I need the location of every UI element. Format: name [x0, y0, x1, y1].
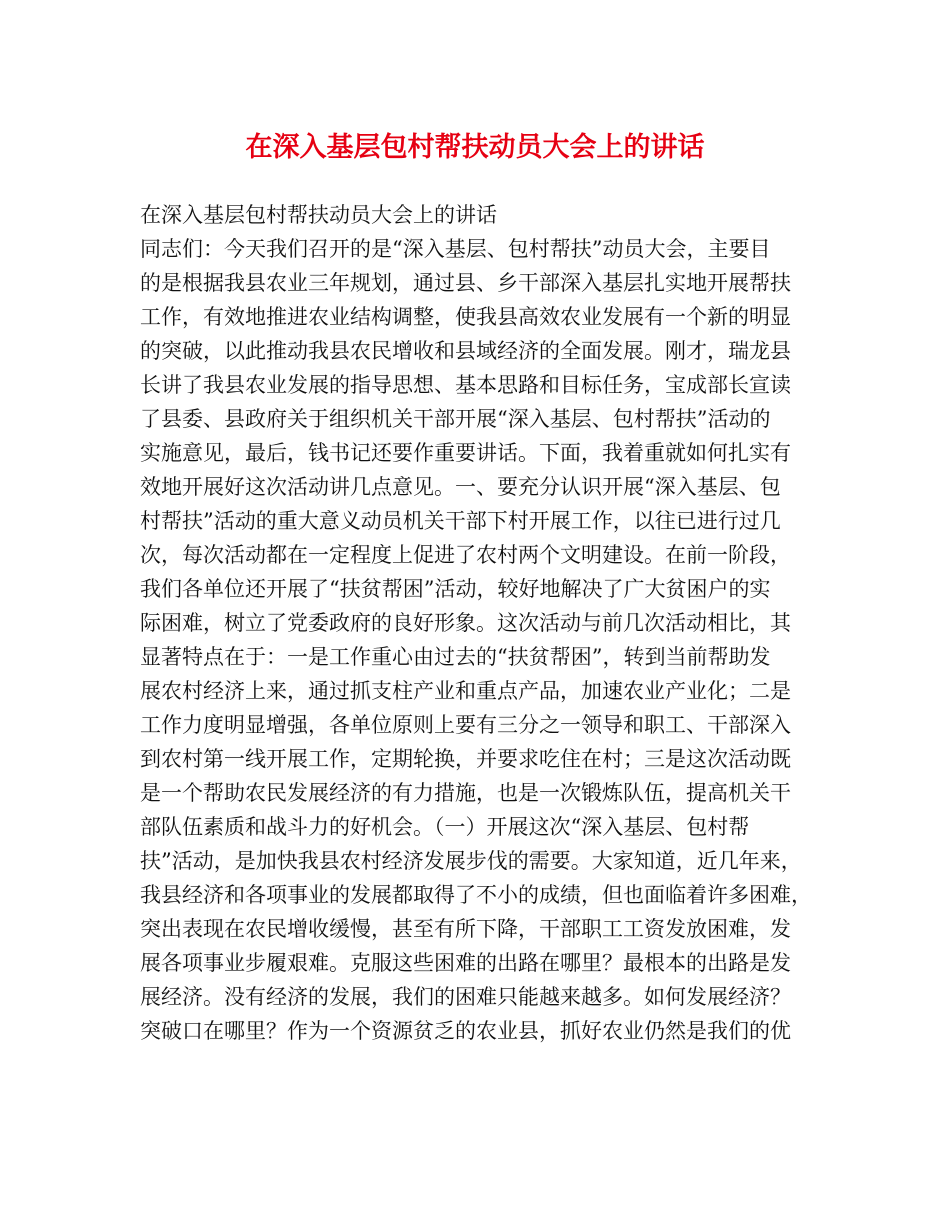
- text-line: 突破口在哪里？作为一个资源贫乏的农业县，抓好农业仍然是我们的优: [140, 1019, 791, 1043]
- text-line: 长讲了我县农业发展的指导思想、基本思路和目标任务，宝成部长宣读: [140, 373, 791, 397]
- text-line: 工作，有效地推进农业结构调整，使我县高效农业发展有一个新的明显: [140, 305, 791, 329]
- text-line: 工作力度明显增强，各单位原则上要有三分之一领导和职工、干部深入: [140, 713, 791, 737]
- text-line: 的是根据我县农业三年规划，通过县、乡干部深入基层扎实地开展帮扶: [140, 271, 791, 295]
- text-line: 到农村第一线开展工作，定期轮换，并要求吃住在村；三是这次活动既: [140, 747, 791, 771]
- text-line: 我们各单位还开展了“扶贫帮困”活动，较好地解决了广大贫困户的实: [140, 577, 771, 601]
- document-body: [140, 198, 830, 1048]
- text-line: 我县经济和各项事业的发展都取得了不小的成绩，但也面临着许多困难，: [140, 883, 812, 907]
- text-line: 际困难，树立了党委政府的良好形象。这次活动与前几次活动相比，其: [140, 611, 791, 635]
- text-line: 在深入基层包村帮扶动员大会上的讲话: [140, 203, 497, 227]
- text-line: 的突破，以此推动我县农民增收和县域经济的全面发展。刚才，瑞龙县: [140, 339, 791, 363]
- text-line: 次，每次活动都在一定程度上促进了农村两个文明建设。在前一阶段，: [140, 543, 791, 567]
- text-line: 效地开展好这次活动讲几点意见。一、要充分认识开展“深入基层、包: [140, 475, 781, 499]
- document-title: 在深入基层包村帮扶动员大会上的讲话: [245, 132, 705, 163]
- text-line: 展各项事业步履艰难。克服这些困难的出路在哪里？最根本的出路是发: [140, 951, 791, 975]
- text-line: 展经济。没有经济的发展，我们的困难只能越来越多。如何发展经济？: [140, 985, 791, 1009]
- text-line: 扶”活动，是加快我县农村经济发展步伐的需要。大家知道，近几年来，: [140, 849, 802, 873]
- text-line: 村帮扶”活动的重大意义动员机关干部下村开展工作，以往已进行过几: [140, 509, 781, 533]
- text-line: 实施意见，最后，钱书记还要作重要讲话。下面，我着重就如何扎实有: [140, 441, 791, 465]
- text-line: 突出表现在农民增收缓慢，甚至有所下降，干部职工工资发放困难，发: [140, 917, 791, 941]
- text-line: 显著特点在于：一是工作重心由过去的“扶贫帮困”，转到当前帮助发: [140, 645, 771, 669]
- text-line: 展农村经济上来，通过抓支柱产业和重点产品，加速农业产业化；二是: [140, 679, 791, 703]
- text-line: 了县委、县政府关于组织机关干部开展“深入基层、包村帮扶”活动的: [140, 407, 771, 431]
- text-line: 同志们：今天我们召开的是“深入基层、包村帮扶”动员大会，主要目: [140, 237, 771, 261]
- text-line: 是一个帮助农民发展经济的有力措施，也是一次锻炼队伍，提高机关干: [140, 781, 791, 805]
- text-line: 部队伍素质和战斗力的好机会。（一）开展这次“深入基层、包村帮: [140, 815, 750, 839]
